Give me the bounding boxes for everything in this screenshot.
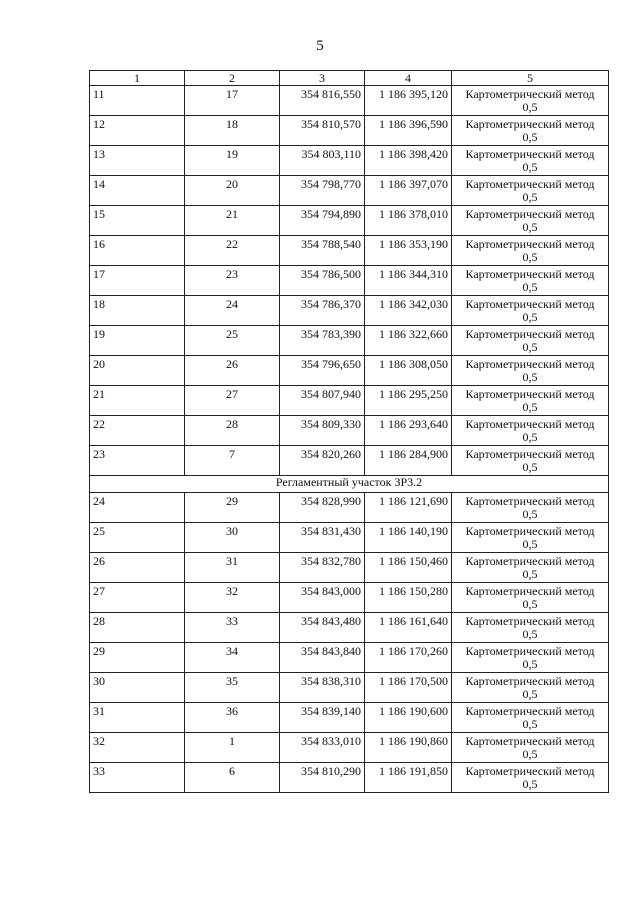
coordinate-x-cell: [280, 733, 365, 763]
table-row: [90, 763, 609, 793]
point-number-cell: [185, 176, 280, 206]
section-row: [90, 476, 609, 493]
method-text: Картометрический метод: [465, 147, 595, 161]
table-row: [90, 146, 609, 176]
row-number: 31: [93, 704, 105, 718]
point-number: 21: [226, 207, 238, 221]
accuracy-value: 0,5: [522, 280, 538, 294]
coordinate-x: 354 796,650: [301, 357, 361, 371]
point-number: 30: [226, 524, 238, 538]
coordinate-x-cell: [280, 206, 365, 236]
coordinate-y-cell: [365, 266, 452, 296]
coordinate-x-cell: [280, 446, 365, 476]
table-row: [90, 523, 609, 553]
point-number-cell: [185, 523, 280, 553]
table-row: [90, 296, 609, 326]
point-number-cell: [185, 236, 280, 266]
row-number: 16: [93, 237, 105, 251]
accuracy-value: 0,5: [522, 100, 538, 114]
coordinate-x: 354 843,840: [301, 644, 361, 658]
accuracy-value: 0,5: [522, 597, 538, 611]
coordinate-y-cell: [365, 86, 452, 116]
coordinate-x: 354 809,330: [301, 417, 361, 431]
accuracy-value: 0,5: [522, 400, 538, 414]
method-text: Картометрический метод: [465, 494, 595, 508]
coordinate-y-cell: [365, 703, 452, 733]
coordinate-x-cell: [280, 236, 365, 266]
coordinate-y-cell: [365, 206, 452, 236]
method-text: Картометрический метод: [465, 524, 595, 538]
method-cell: [452, 416, 609, 446]
coordinate-x-cell: [280, 583, 365, 613]
coordinate-x-cell: [280, 493, 365, 523]
coordinate-x-cell: [280, 266, 365, 296]
coordinate-y: 1 186 344,310: [379, 267, 448, 281]
row-number-cell: [90, 356, 185, 386]
coordinate-x-cell: [280, 643, 365, 673]
accuracy-value: 0,5: [522, 340, 538, 354]
coordinate-x-cell: [280, 613, 365, 643]
coordinate-y-cell: [365, 613, 452, 643]
coordinate-y-cell: [365, 493, 452, 523]
row-number-cell: [90, 643, 185, 673]
row-number-cell: [90, 553, 185, 583]
coordinates-table: [89, 70, 609, 793]
coordinate-x-cell: [280, 523, 365, 553]
method-text: Картометрический метод: [465, 87, 595, 101]
point-number: 31: [226, 554, 238, 568]
accuracy-value: 0,5: [522, 460, 538, 474]
coordinate-x-cell: [280, 326, 365, 356]
accuracy-value: 0,5: [522, 657, 538, 671]
table-row: [90, 583, 609, 613]
coordinate-x: 354 786,500: [301, 267, 361, 281]
section-title: Регламентный участок ЗР3.2: [90, 476, 609, 493]
method-text: Картометрический метод: [465, 387, 595, 401]
accuracy-value: 0,5: [522, 687, 538, 701]
method-text: Картометрический метод: [465, 447, 595, 461]
coordinate-x: 354 838,310: [301, 674, 361, 688]
coordinate-y: 1 186 395,120: [379, 87, 448, 101]
coordinate-y: 1 186 170,500: [379, 674, 448, 688]
point-number-cell: [185, 733, 280, 763]
method-cell: [452, 206, 609, 236]
coordinate-y: 1 186 121,690: [379, 494, 448, 508]
row-number-cell: [90, 613, 185, 643]
method-cell: [452, 523, 609, 553]
coordinate-x-cell: [280, 86, 365, 116]
point-number: 32: [226, 584, 238, 598]
method-text: Картометрический метод: [465, 237, 595, 251]
coordinate-x-cell: [280, 356, 365, 386]
row-number: 20: [93, 357, 105, 371]
coordinate-y: 1 186 308,050: [379, 357, 448, 371]
row-number: 29: [93, 644, 105, 658]
point-number: 29: [226, 494, 238, 508]
coordinate-y-cell: [365, 446, 452, 476]
method-text: Картометрический метод: [465, 584, 595, 598]
method-cell: [452, 673, 609, 703]
coordinate-y: 1 186 322,660: [379, 327, 448, 341]
coordinate-x-cell: [280, 673, 365, 703]
row-number: 25: [93, 524, 105, 538]
accuracy-value: 0,5: [522, 537, 538, 551]
row-number-cell: [90, 206, 185, 236]
point-number: 23: [226, 267, 238, 281]
accuracy-value: 0,5: [522, 190, 538, 204]
coordinate-x: 354 798,770: [301, 177, 361, 191]
row-number: 33: [93, 764, 105, 778]
point-number: 27: [226, 387, 238, 401]
method-text: Картометрический метод: [465, 327, 595, 341]
coordinate-x: 354 810,290: [301, 764, 361, 778]
coordinate-x-cell: [280, 703, 365, 733]
coordinate-y: 1 186 378,010: [379, 207, 448, 221]
method-cell: [452, 356, 609, 386]
row-number-cell: [90, 86, 185, 116]
method-text: Картометрический метод: [465, 674, 595, 688]
method-cell: [452, 326, 609, 356]
method-text: Картометрический метод: [465, 267, 595, 281]
row-number-cell: [90, 703, 185, 733]
method-text: Картометрический метод: [465, 117, 595, 131]
coordinate-x-cell: [280, 116, 365, 146]
table-row: [90, 266, 609, 296]
point-number-cell: [185, 296, 280, 326]
coordinate-y-cell: [365, 326, 452, 356]
coordinate-y: 1 186 398,420: [379, 147, 448, 161]
coordinate-y: 1 186 190,860: [379, 734, 448, 748]
point-number: 24: [226, 297, 238, 311]
coordinate-x: 354 833,010: [301, 734, 361, 748]
coordinate-x: 354 803,110: [301, 147, 361, 161]
coordinate-y: 1 186 397,070: [379, 177, 448, 191]
coordinate-y: 1 186 284,900: [379, 447, 448, 461]
coordinate-y-cell: [365, 583, 452, 613]
coordinate-x: 354 794,890: [301, 207, 361, 221]
table-row: [90, 416, 609, 446]
coordinate-x-cell: [280, 763, 365, 793]
table-row: [90, 356, 609, 386]
method-text: Картометрический метод: [465, 417, 595, 431]
accuracy-value: 0,5: [522, 250, 538, 264]
row-number-cell: [90, 416, 185, 446]
coordinate-x: 354 816,550: [301, 87, 361, 101]
accuracy-value: 0,5: [522, 370, 538, 384]
point-number: 6: [229, 764, 235, 778]
row-number: 26: [93, 554, 105, 568]
column-header: 2: [185, 71, 280, 86]
coordinate-y: 1 186 396,590: [379, 117, 448, 131]
point-number-cell: [185, 326, 280, 356]
coordinate-x: 354 820,260: [301, 447, 361, 461]
point-number: 25: [226, 327, 238, 341]
point-number-cell: [185, 146, 280, 176]
accuracy-value: 0,5: [522, 627, 538, 641]
row-number-cell: [90, 266, 185, 296]
row-number-cell: [90, 236, 185, 266]
method-cell: [452, 553, 609, 583]
point-number: 7: [229, 447, 235, 461]
method-cell: [452, 266, 609, 296]
row-number-cell: [90, 493, 185, 523]
column-header: 3: [280, 71, 365, 86]
method-text: Картометрический метод: [465, 644, 595, 658]
accuracy-value: 0,5: [522, 220, 538, 234]
coordinate-y: 1 186 140,190: [379, 524, 448, 538]
table-row: [90, 643, 609, 673]
method-cell: [452, 296, 609, 326]
row-number: 30: [93, 674, 105, 688]
point-number: 19: [226, 147, 238, 161]
coordinate-x: 354 828,990: [301, 494, 361, 508]
point-number: 28: [226, 417, 238, 431]
table-row: [90, 206, 609, 236]
header-row: [90, 71, 609, 86]
coordinate-y: 1 186 150,460: [379, 554, 448, 568]
method-cell: [452, 763, 609, 793]
row-number: 14: [93, 177, 105, 191]
coordinate-x-cell: [280, 386, 365, 416]
row-number: 32: [93, 734, 105, 748]
coordinate-x: 354 832,780: [301, 554, 361, 568]
coordinate-x: 354 810,570: [301, 117, 361, 131]
column-header: 4: [365, 71, 452, 86]
method-cell: [452, 236, 609, 266]
row-number: 17: [93, 267, 105, 281]
table-row: [90, 673, 609, 703]
table-body-a: [90, 86, 609, 476]
point-number-cell: [185, 206, 280, 236]
row-number: 22: [93, 417, 105, 431]
method-cell: [452, 733, 609, 763]
row-number-cell: [90, 733, 185, 763]
accuracy-value: 0,5: [522, 567, 538, 581]
row-number: 11: [93, 87, 105, 101]
coordinate-x: 354 843,000: [301, 584, 361, 598]
method-text: Картометрический метод: [465, 207, 595, 221]
coordinate-y-cell: [365, 386, 452, 416]
row-number-cell: [90, 763, 185, 793]
point-number-cell: [185, 386, 280, 416]
row-number-cell: [90, 296, 185, 326]
coordinate-x-cell: [280, 416, 365, 446]
method-cell: [452, 613, 609, 643]
table-row: [90, 553, 609, 583]
method-cell: [452, 446, 609, 476]
coordinate-x-cell: [280, 296, 365, 326]
coordinate-y-cell: [365, 673, 452, 703]
point-number-cell: [185, 86, 280, 116]
method-cell: [452, 583, 609, 613]
point-number-cell: [185, 356, 280, 386]
coordinate-y: 1 186 161,640: [379, 614, 448, 628]
coordinate-x: 354 839,140: [301, 704, 361, 718]
coordinate-y: 1 186 190,600: [379, 704, 448, 718]
method-text: Картометрический метод: [465, 297, 595, 311]
row-number-cell: [90, 326, 185, 356]
coordinate-x: 354 788,540: [301, 237, 361, 251]
coordinate-y: 1 186 295,250: [379, 387, 448, 401]
table-row: [90, 176, 609, 206]
table-row: [90, 86, 609, 116]
coordinate-y-cell: [365, 643, 452, 673]
row-number: 27: [93, 584, 105, 598]
method-text: Картометрический метод: [465, 614, 595, 628]
table-row: [90, 116, 609, 146]
table-row: [90, 613, 609, 643]
coordinate-y-cell: [365, 296, 452, 326]
accuracy-value: 0,5: [522, 310, 538, 324]
coordinate-y: 1 186 191,850: [379, 764, 448, 778]
method-cell: [452, 146, 609, 176]
table-row: [90, 733, 609, 763]
coordinate-x: 354 783,390: [301, 327, 361, 341]
coordinate-y-cell: [365, 553, 452, 583]
point-number-cell: [185, 643, 280, 673]
row-number: 23: [93, 447, 105, 461]
table-row: [90, 493, 609, 523]
table-row: [90, 326, 609, 356]
coordinate-x-cell: [280, 553, 365, 583]
row-number: 18: [93, 297, 105, 311]
point-number-cell: [185, 583, 280, 613]
row-number-cell: [90, 386, 185, 416]
coordinate-y-cell: [365, 236, 452, 266]
accuracy-value: 0,5: [522, 160, 538, 174]
method-text: Картометрический метод: [465, 357, 595, 371]
accuracy-value: 0,5: [522, 507, 538, 521]
section-row-group: [90, 476, 609, 493]
coordinate-y: 1 186 342,030: [379, 297, 448, 311]
coordinate-y-cell: [365, 523, 452, 553]
method-text: Картометрический метод: [465, 704, 595, 718]
method-text: Картометрический метод: [465, 554, 595, 568]
column-header: 1: [90, 71, 185, 86]
method-cell: [452, 116, 609, 146]
coordinate-x: 354 807,940: [301, 387, 361, 401]
row-number: 13: [93, 147, 105, 161]
point-number-cell: [185, 493, 280, 523]
coordinate-y: 1 186 150,280: [379, 584, 448, 598]
coordinate-y-cell: [365, 146, 452, 176]
coordinate-x-cell: [280, 176, 365, 206]
row-number-cell: [90, 146, 185, 176]
method-cell: [452, 86, 609, 116]
row-number-cell: [90, 523, 185, 553]
point-number-cell: [185, 703, 280, 733]
point-number-cell: [185, 416, 280, 446]
coordinate-y-cell: [365, 116, 452, 146]
coordinate-y: 1 186 293,640: [379, 417, 448, 431]
point-number: 17: [226, 87, 238, 101]
coordinate-x: 354 831,430: [301, 524, 361, 538]
coordinate-y-cell: [365, 176, 452, 206]
row-number: 15: [93, 207, 105, 221]
method-cell: [452, 176, 609, 206]
row-number-cell: [90, 583, 185, 613]
table-row: [90, 236, 609, 266]
coordinate-x-cell: [280, 146, 365, 176]
coordinate-y-cell: [365, 416, 452, 446]
row-number: 21: [93, 387, 105, 401]
method-text: Картометрический метод: [465, 734, 595, 748]
accuracy-value: 0,5: [522, 747, 538, 761]
point-number: 1: [229, 734, 235, 748]
point-number: 18: [226, 117, 238, 131]
point-number-cell: [185, 266, 280, 296]
point-number: 26: [226, 357, 238, 371]
coordinate-y: 1 186 353,190: [379, 237, 448, 251]
row-number-cell: [90, 116, 185, 146]
table-body-b: [90, 493, 609, 793]
method-cell: [452, 386, 609, 416]
coordinate-x: 354 786,370: [301, 297, 361, 311]
table-row: [90, 386, 609, 416]
accuracy-value: 0,5: [522, 430, 538, 444]
accuracy-value: 0,5: [522, 777, 538, 791]
point-number-cell: [185, 553, 280, 583]
point-number-cell: [185, 673, 280, 703]
point-number: 33: [226, 614, 238, 628]
page-number: 5: [316, 38, 324, 54]
coordinate-y-cell: [365, 733, 452, 763]
point-number: 20: [226, 177, 238, 191]
method-text: Картометрический метод: [465, 764, 595, 778]
coordinate-x: 354 843,480: [301, 614, 361, 628]
method-cell: [452, 493, 609, 523]
accuracy-value: 0,5: [522, 130, 538, 144]
row-number-cell: [90, 446, 185, 476]
coordinate-y-cell: [365, 356, 452, 386]
point-number-cell: [185, 116, 280, 146]
row-number: 12: [93, 117, 105, 131]
row-number: 28: [93, 614, 105, 628]
row-number: 24: [93, 494, 105, 508]
point-number-cell: [185, 613, 280, 643]
table-row: [90, 703, 609, 733]
point-number: 35: [226, 674, 238, 688]
row-number: 19: [93, 327, 105, 341]
method-cell: [452, 703, 609, 733]
point-number: 36: [226, 704, 238, 718]
point-number: 34: [226, 644, 238, 658]
row-number-cell: [90, 176, 185, 206]
point-number-cell: [185, 446, 280, 476]
table-row: [90, 446, 609, 476]
column-header: 5: [452, 71, 609, 86]
point-number: 22: [226, 237, 238, 251]
coordinate-y: 1 186 170,260: [379, 644, 448, 658]
accuracy-value: 0,5: [522, 717, 538, 731]
coordinate-y-cell: [365, 763, 452, 793]
row-number-cell: [90, 673, 185, 703]
method-cell: [452, 643, 609, 673]
point-number-cell: [185, 763, 280, 793]
method-text: Картометрический метод: [465, 177, 595, 191]
